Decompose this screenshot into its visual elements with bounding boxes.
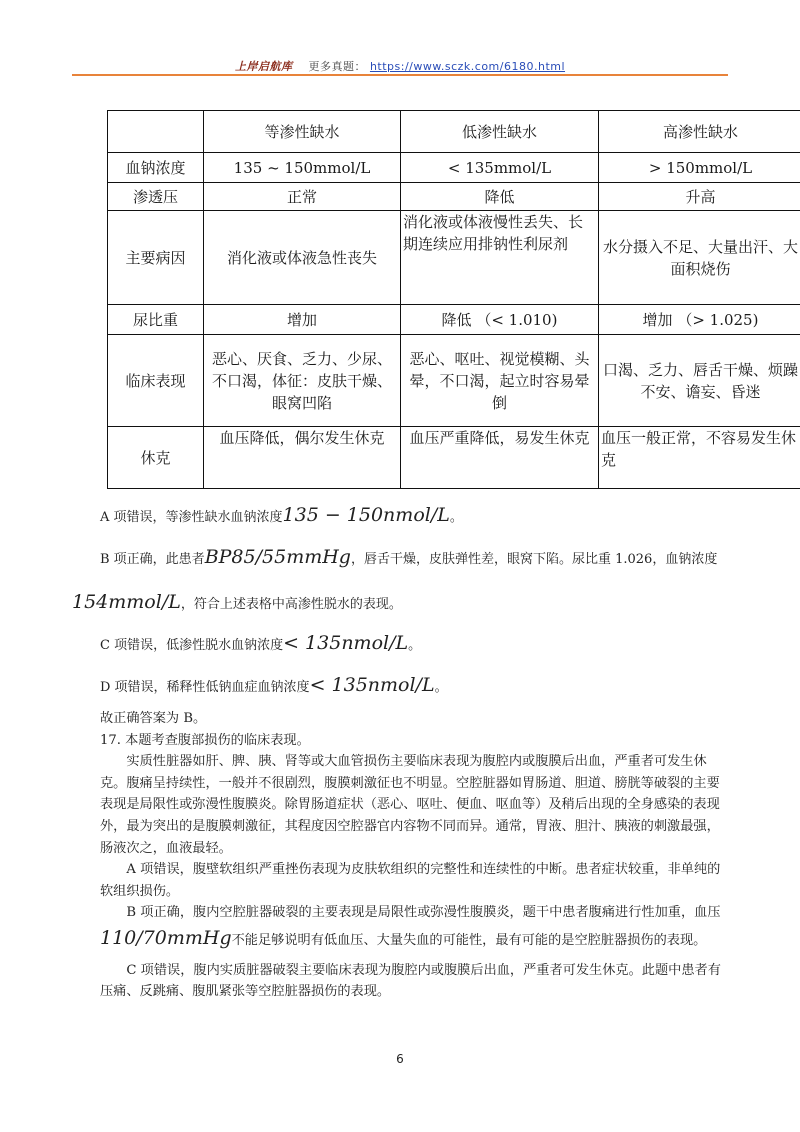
table-cell: 恶心、厌食、乏力、少尿、不口渴，体征：皮肤干燥、眼窝凹陷	[204, 335, 401, 427]
table-cell: 消化液或体液慢性丢失、长期连续应用排钠性利尿剂	[401, 211, 599, 305]
option-c-formula: < 135nmol/L	[283, 632, 409, 654]
option-c-explanation	[100, 632, 730, 657]
row-label: 主要病因	[108, 211, 204, 305]
question-17-option-b-cont	[100, 928, 728, 952]
q17-b-text: B 项正确，腹内空腔脏器破裂的主要表现是局限性或弥漫性腹膜炎，题干中患者腹痛进行性加重，血压	[126, 905, 721, 921]
option-d-end: 。	[434, 680, 448, 695]
row-label: 血钠浓度	[108, 153, 204, 183]
question-17-option-b	[100, 902, 728, 924]
table-cell: 血压一般正常，不容易发生休克	[599, 427, 800, 489]
site-name: 上岸启航库	[234, 60, 293, 73]
q17-b-formula: 110/70mmHg	[100, 926, 232, 949]
table-cell: 135 ~ 150mmol/L	[204, 153, 401, 183]
option-b-explanation-line1	[100, 546, 730, 571]
table-cell: < 135mmol/L	[401, 153, 599, 183]
question-17-title: 17. 本题考查腹部损伤的临床表现。	[100, 732, 310, 748]
option-a-text: A 项错误，等渗性缺水血钠浓度	[100, 510, 283, 525]
row-label: 尿比重	[108, 305, 204, 335]
table-cell: 恶心、呕吐、视觉模糊、头晕，不口渴，起立时容易晕倒	[401, 335, 599, 427]
table-row-cause	[108, 211, 800, 305]
table-row-shock	[108, 427, 800, 489]
col-header-isotonic: 等渗性缺水	[204, 111, 401, 153]
question-17-option-c: C 项错误，腹内实质脏器破裂主要临床表现为腹腔内或腹膜后出血，严重者可发生休克。此题中患者有压痛、反跳痛、腹肌紧张等空腔脏器损伤的表现。	[100, 962, 721, 1000]
dehydration-comparison-table	[107, 110, 800, 489]
table-cell: 正常	[204, 183, 401, 211]
row-label: 休克	[108, 427, 204, 489]
col-header-hypertonic: 高渗性缺水	[599, 111, 800, 153]
page-number: 6	[396, 1052, 404, 1066]
table-corner-cell	[108, 111, 204, 153]
source-link[interactable]: https://www.sczk.com/6180.html	[369, 60, 566, 73]
table-cell: 消化液或体液急性丧失	[204, 211, 401, 305]
question-17-option-a: A 项错误，腹壁软组织严重挫伤表现为皮肤软组织的完整性和连续性的中断。患者症状较重，非单纯的软组织损伤。	[100, 862, 721, 899]
table-cell: 水分摄入不足、大量出汗、大面积烧伤	[599, 211, 800, 305]
page-header	[0, 58, 800, 74]
question-17-block	[100, 708, 728, 1003]
table-cell: 降低	[401, 183, 599, 211]
row-label: 渗透压	[108, 183, 204, 211]
option-a-end: 。	[449, 510, 463, 525]
option-b-bp-formula: BP85/55mmHg	[204, 546, 351, 568]
option-a-explanation	[100, 504, 730, 529]
option-d-formula: < 135nmol/L	[309, 674, 435, 696]
option-d-explanation	[100, 674, 730, 699]
col-header-hypotonic: 低渗性缺水	[401, 111, 599, 153]
header-divider	[72, 74, 728, 76]
answer-line: 故正确答案为 B。	[100, 711, 207, 726]
table-cell: 增加 （> 1.025)	[599, 305, 800, 335]
option-b-text-end: ，符合上述表格中高渗性脱水的表现。	[180, 597, 402, 612]
option-d-text: D 项错误，稀释性低钠血症血钠浓度	[100, 680, 310, 695]
option-c-end: 。	[408, 638, 422, 653]
option-c-text: C 项错误，低渗性脱水血钠浓度	[100, 638, 284, 653]
option-b-explanation-line2	[72, 591, 732, 616]
table-cell: 口渴、乏力、唇舌干燥、烦躁不安、谵妄、昏迷	[599, 335, 800, 427]
table-row-osmolality	[108, 183, 800, 211]
table-row-sodium	[108, 153, 800, 183]
row-label: 临床表现	[108, 335, 204, 427]
option-b-text-cont: ，唇舌干燥，皮肤弹性差，眼窝下陷。尿比重 1.026，血钠浓度	[350, 552, 718, 567]
table-cell: 血压严重降低，易发生休克	[401, 427, 599, 489]
question-17-paragraph: 实质性脏器如肝、脾、胰、肾等或大血管损伤主要临床表现为腹腔内或腹膜后出血，严重者可发生休克。腹痛呈持续性，一般并不很剧烈，腹膜刺激征也不明显。空腔脏器如胃肠道、胆道、膀胱等破裂的主要表现是局限性或弥漫性腹膜炎。除胃肠道症状（恶心、呕吐、便血、呕血等）及稍后出现的全身感染的表现外，最为突出的是腹膜刺激征，其程度因空腔器官内容物不同而异。通常，胃液、胆汁、胰液的刺激最强，肠液次之，血液最轻。	[100, 754, 720, 856]
option-b-sodium-formula: 154mmol/L	[72, 591, 181, 613]
table-cell: > 150mmol/L	[599, 153, 800, 183]
table-row-specific-gravity	[108, 305, 800, 335]
table-cell: 增加	[204, 305, 401, 335]
table-cell: 血压降低，偶尔发生休克	[204, 427, 401, 489]
more-questions-label: 更多真题：	[308, 60, 366, 73]
option-a-formula: 135 − 150nmol/L	[282, 504, 450, 526]
option-b-text: B 项正确，此患者	[100, 552, 205, 567]
table-header-row	[108, 111, 800, 153]
table-cell: 升高	[599, 183, 800, 211]
table-cell: 降低 （< 1.010)	[401, 305, 599, 335]
table-row-clinical	[108, 335, 800, 427]
q17-b-text-end: 不能足够说明有低血压、大量失血的可能性，最有可能的是空腔脏器损伤的表现。	[231, 932, 707, 948]
